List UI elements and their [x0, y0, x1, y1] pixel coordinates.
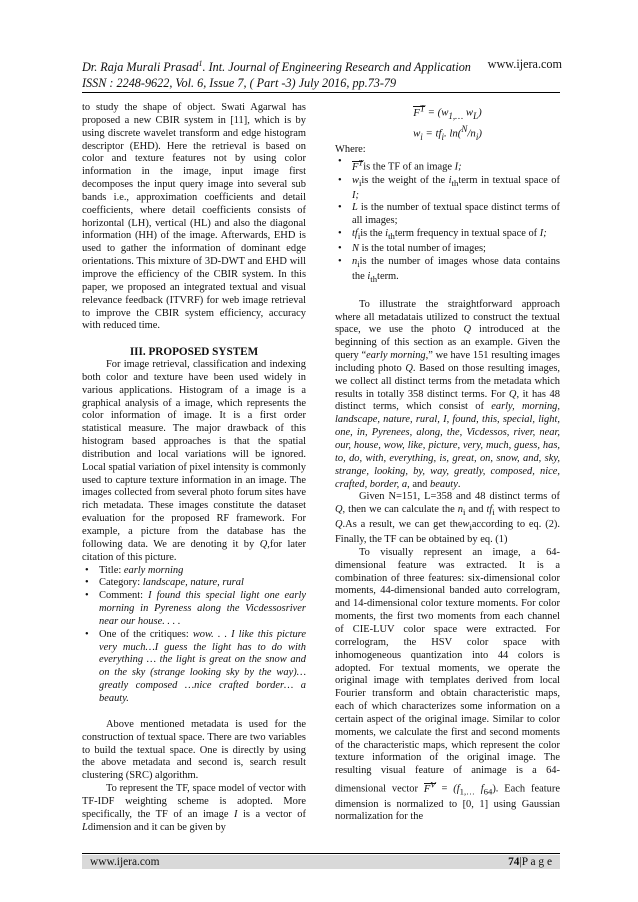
- sub: i: [469, 522, 472, 533]
- list-item: [82, 629, 306, 706]
- sym: i: [367, 270, 371, 282]
- sym: (f: [453, 783, 460, 795]
- sub: i: [358, 177, 362, 188]
- vector-ft: [352, 157, 364, 173]
- sub: i: [420, 131, 423, 142]
- sym: /: [467, 127, 471, 140]
- sub: 64: [483, 786, 493, 797]
- label: Title:: [99, 564, 124, 576]
- text: , it has 48 distinct terms, which consist of: [335, 388, 560, 413]
- spacer: [335, 286, 560, 299]
- sym: n: [457, 504, 463, 516]
- sym: n: [352, 255, 358, 267]
- text: term in textual space of: [458, 174, 560, 186]
- sub: th: [388, 231, 395, 242]
- paragraph-intro: to study the shape of object. Swati Agarwal has proposed a new CBIR system in [11], which is by using discrete wavelet transform and edge histogram descriptor (EHD). Here the retrieval is based on color and texture features not by using color information in the image, input image first decomposes the input query image into several sub bands i.e., approximation coefficients and detail coefficients, where detail coefficients consists of horizontal (LH), vertical (HL) and also the diagonal information (HH) of the image. Afterwards, EHD is used to gather the information of dominant edge orientations. This mixture of 3D-DWT and EHD will improve the efficiency of the CBIR system. In this paper, we proposed an integrated textual and visual relevance feedback (ITVRF) for web image retrieval to improve the CBIR system efficiency, accuracy with reduced time.: [82, 102, 306, 332]
- text: ): [492, 783, 496, 795]
- value: landscape, nature, rural: [142, 577, 244, 589]
- text: To illustrate the straightforward approach where all metadatais utilized to construct the textual space, we use the photo: [335, 298, 560, 336]
- bullet-icon: •: [338, 156, 342, 168]
- page-word: P a g e: [521, 856, 552, 868]
- text: ,” we have 151 resulting images including photo: [335, 350, 560, 374]
- text: is a vector of: [237, 808, 306, 820]
- text: .: [457, 478, 461, 490]
- metadata-list: [82, 565, 306, 706]
- sym: Q: [405, 362, 413, 374]
- sym: ): [478, 127, 482, 140]
- text: introduced at the beginning of this section as an example. Given the query “: [335, 324, 560, 362]
- running-header: [82, 56, 562, 91]
- text: . Based on those resulting images, we collect all distinct terms from the metadata which results in totally 358 distinct terms. For: [335, 362, 561, 400]
- sym: tf: [486, 504, 493, 516]
- text: dimension and it can be given by: [87, 821, 226, 833]
- text: .As a result, we can get the: [342, 519, 463, 531]
- sym: ): [478, 106, 482, 119]
- list-item: [335, 243, 560, 256]
- bullet-icon: •: [85, 564, 89, 576]
- label: One of the critiques:: [99, 628, 193, 640]
- spacer: [82, 333, 306, 346]
- text: is the number of textual space distinct terms of all images;: [352, 202, 560, 227]
- page-number: [508, 855, 552, 869]
- sym: F: [352, 161, 359, 173]
- value: I found this special light one early morning in Pyreness along the Vicdessosriver near our house. . . .: [99, 590, 306, 627]
- sym: = tf: [422, 127, 442, 140]
- label: Category:: [99, 577, 143, 589]
- text: is the total number of images;: [358, 243, 486, 255]
- list-item: [335, 156, 560, 174]
- sub: i: [492, 507, 495, 518]
- sym: w: [462, 519, 470, 531]
- list-item: [335, 256, 560, 286]
- page-footer: [82, 855, 560, 869]
- sym: I;: [352, 189, 359, 201]
- text: with respect to: [494, 504, 560, 516]
- bullet-icon: •: [338, 255, 342, 267]
- header-url[interactable]: www.ijera.com: [487, 57, 562, 71]
- header-author: Dr. Raja Murali Prasad: [82, 60, 199, 75]
- left-column: [82, 102, 306, 834]
- sub: i: [357, 231, 361, 242]
- paragraph-tf: [82, 783, 306, 834]
- sub: th: [451, 177, 459, 188]
- list-item: [82, 577, 306, 590]
- sup: T: [358, 157, 364, 168]
- bullet-icon: •: [85, 590, 89, 602]
- sym: F: [413, 106, 420, 119]
- paragraph-metadata: Above mentioned metadata is used for the construction of textual space. There are two variables to build the textual space. One is directly by using the above metadata and second is, search result clustering (SRC) algorithm.: [82, 718, 306, 782]
- text: is the weight of the: [361, 174, 449, 186]
- sup: N: [461, 123, 468, 134]
- text: ,for later citation of this picture.: [82, 538, 307, 563]
- footer-divider: [82, 853, 560, 854]
- sub: 1,…: [459, 786, 475, 797]
- sym: . ln(: [443, 127, 462, 140]
- sub: i: [462, 507, 466, 518]
- term: beauty: [430, 478, 458, 490]
- equation-2: [335, 123, 560, 144]
- right-column: [335, 102, 560, 824]
- bullet-icon: •: [338, 228, 342, 240]
- vector-ft: [413, 103, 425, 119]
- text: according to eq. (2). Finally, the TF can be obtained by eq. (1): [335, 519, 560, 546]
- list-item: [335, 228, 560, 243]
- bullet-icon: •: [338, 202, 342, 214]
- sym: = (w: [424, 106, 449, 119]
- sym: i: [448, 174, 452, 186]
- sep: |: [519, 856, 522, 868]
- sym: Q: [508, 388, 517, 400]
- text: , then we can calculate the: [342, 504, 458, 516]
- definitions-list: [335, 156, 560, 285]
- sub: L: [473, 110, 479, 121]
- text: =: [435, 783, 454, 795]
- spacer: [82, 706, 306, 719]
- list-item: [82, 590, 306, 629]
- sup: V: [430, 779, 436, 790]
- sup: T: [419, 103, 425, 113]
- where-label: Where:: [335, 143, 366, 155]
- sym: I;: [454, 161, 462, 173]
- symbol-i: I: [234, 808, 238, 820]
- page-num: 74: [508, 856, 520, 868]
- sym: Q: [335, 519, 343, 531]
- sym: w: [463, 106, 474, 119]
- section-heading: III. PROPOSED SYSTEM: [129, 346, 259, 359]
- sym: tf: [352, 228, 358, 240]
- header-author-sup: 1: [198, 59, 203, 68]
- sym: F: [423, 783, 431, 795]
- sub: i: [357, 258, 360, 269]
- header-issn: ISSN : 2248-9622, Vol. 6, Issue 7, ( Part -3) July 2016, pp.73-79: [82, 76, 397, 91]
- sym: w: [352, 174, 359, 186]
- text: is the: [360, 228, 386, 240]
- text: To represent the TF, space model of vector with TF-IDF weighting scheme is adopted. More specifically, the TF of an image: [82, 783, 306, 820]
- list-item: [82, 565, 306, 578]
- term-list: early, morning, landscape, nature, rural, I, found, this, special, light, one, in, Pyrenees, along, the, Vicdessos, river, near, our, house, wow, like, picture, very, much, guess, has, to, do, with, everything, is, great, on, snow, and, sky, strange, looking, by, way, greatly, composed, nice, crafted, border, a: [335, 401, 560, 490]
- vector-fv: [423, 779, 436, 795]
- sym: f: [474, 783, 484, 795]
- footer-url[interactable]: www.ijera.com: [90, 856, 160, 868]
- sym: I;: [539, 228, 547, 240]
- text: For image retrieval, classification and indexing both color and texture have been used widely in various applications. Histogram of a image is a graphical analysis of a image, which represents the color information of image. It is a first order statistical measure. The major drawback of this histogram based approaches is that the spatial distribution and local variations will be ignored. Local spatial variation of pixel intensity is commonly used to capture texture information in an image. The images collected from several photo forum sites have rich metadata. These images constitute the dataset evaluation for the proposed RF framework. For example, a picture from the database has the following data. We are denoting it by: [82, 359, 306, 550]
- paragraph-visual: [335, 547, 560, 824]
- sym: Q: [335, 504, 343, 516]
- text: , and: [407, 478, 430, 490]
- value: early morning: [123, 564, 184, 576]
- sym: w: [413, 127, 421, 140]
- paragraph-proposed: [82, 359, 306, 565]
- text: is the number of images whose data contains the: [352, 255, 560, 282]
- sub: 1,…: [448, 110, 464, 121]
- text: and: [465, 504, 487, 516]
- text: term.: [377, 270, 399, 282]
- sym: n: [470, 127, 476, 140]
- text: is the TF of an image: [363, 161, 455, 173]
- equation-1: [335, 102, 560, 123]
- header-divider: [82, 92, 560, 93]
- header-journal: . Int. Journal of Engineering Research and Application: [202, 60, 471, 75]
- paragraph-example: [335, 299, 560, 492]
- list-item: [335, 175, 560, 203]
- label: Comment:: [99, 590, 149, 602]
- sub: i: [441, 131, 444, 142]
- text: . Each feature dimension is normalized to [0, 1] using Gaussian normalization for the: [335, 783, 561, 823]
- text: To visually represent an image, a 64-dimensional feature was extracted. It is a combination of three features: six-dimensional color moments, 44-dimensional banded auto correlogram, and 14-dimensional color texture moments. For color moments, the first two moments from each channel of CIE-LUV color space were extracted. For correlogram, the HSV color space with inhomogeneous quantization into 44 colors is adopted. For textual moments, we operate the original image with templates derived from local Fourier transform and obtain characteristic maps, each of which characterizes some information on a certain aspect of the original image. Similar to color moments, we calculate the first and second moments of the characteristic maps, which represent the color texture information of the original image. The resulting visual feature of animage is a 64-dimensional vector: [335, 546, 560, 795]
- sub: th: [370, 273, 378, 284]
- bullet-icon: •: [338, 243, 342, 255]
- symbol-q: Q: [259, 538, 268, 550]
- sub: i: [475, 131, 479, 142]
- bullet-icon: •: [85, 628, 89, 640]
- sym: Q: [463, 324, 472, 336]
- text: Given N=151, L=358 and 48 distinct terms of: [359, 491, 560, 503]
- paragraph-given: [335, 491, 560, 547]
- list-item: [335, 202, 560, 228]
- sym: L: [352, 202, 358, 214]
- symbol-l: L: [82, 821, 88, 833]
- bullet-icon: •: [338, 174, 342, 186]
- sym: N: [352, 243, 359, 255]
- sym: i: [385, 228, 389, 240]
- bullet-icon: •: [85, 577, 89, 589]
- value: wow. . . I like this picture very much…I guess the light has to do with everything … the light is great on the snow and on the sky (strange looking sky by the way)… greatly composed …nice crafted border… a beauty.: [99, 628, 306, 704]
- text: term frequency in textual space of: [394, 228, 540, 240]
- query: early morning: [366, 350, 426, 362]
